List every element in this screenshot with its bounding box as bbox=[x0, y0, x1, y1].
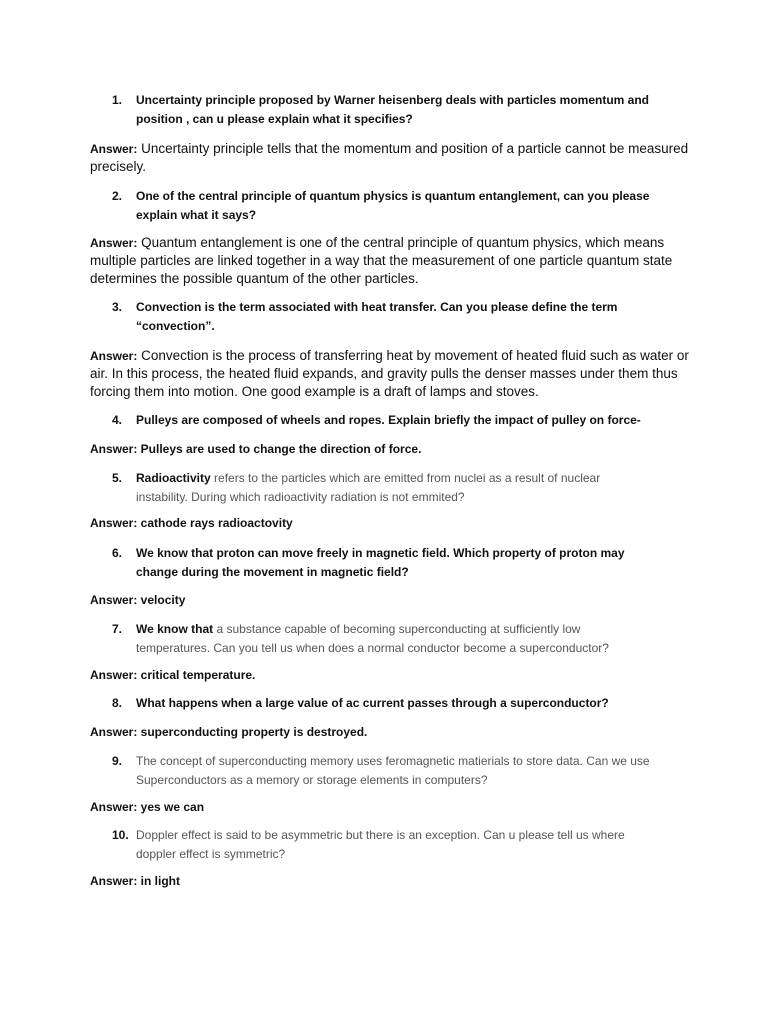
question-text: One of the central principle of quantum physics is quantum entanglement, can you please explain what it says? bbox=[136, 189, 650, 222]
question-number: 6. bbox=[112, 546, 123, 560]
question-rest: refers to the particles which are emitted from nuclei as a result of nuclear instability. During which radioactivity radiation is not emmited? bbox=[136, 471, 601, 504]
question-text: Convection is the term associated with heat transfer. Can you please define the term “convection”. bbox=[136, 300, 618, 333]
answer-8 bbox=[90, 723, 690, 741]
question-text: Uncertainty principle proposed by Warner heisenberg deals with particles momentum and position , can u please explain what it specifies? bbox=[136, 93, 649, 126]
question-5 bbox=[112, 469, 652, 507]
answer-text: Answer: critical temperature. bbox=[90, 668, 256, 682]
answer-5 bbox=[90, 514, 690, 532]
answer-text: Quantum entanglement is one of the central principle of quantum physics, which means multiple particles are linked together in a way that the measurement of one particle quantum state determines the possible quantum of the other particles. bbox=[90, 235, 673, 286]
question-2 bbox=[112, 187, 652, 225]
question-text: We know that proton can move freely in magnetic field. Which property of proton may change during the movement in magnetic field? bbox=[136, 546, 625, 579]
answer-text: Answer: Pulleys are used to change the direction of force. bbox=[90, 442, 422, 456]
question-text: The concept of superconducting memory uses feromagnetic matierials to store data. Can we use Superconductors as a memory or storage elements in computers? bbox=[136, 754, 650, 787]
question-8 bbox=[112, 694, 652, 713]
question-number: 5. bbox=[112, 471, 123, 485]
question-7 bbox=[112, 620, 652, 658]
question-text: Doppler effect is said to be asymmetric but there is an exception. Can u please tell us where doppler effect is symmetric? bbox=[136, 828, 625, 861]
answer-6 bbox=[90, 591, 690, 609]
question-4 bbox=[112, 411, 652, 430]
question-bold-lead: Radioactivity bbox=[136, 471, 211, 485]
question-1 bbox=[112, 91, 652, 129]
answer-label: Answer: bbox=[90, 349, 138, 363]
question-6 bbox=[112, 544, 652, 582]
answer-7 bbox=[90, 666, 690, 684]
answer-text: Answer: superconducting property is destroyed. bbox=[90, 725, 368, 739]
answer-3 bbox=[90, 347, 690, 401]
question-10 bbox=[112, 826, 652, 864]
question-number: 3. bbox=[112, 300, 123, 314]
answer-label: Answer: bbox=[90, 142, 138, 156]
question-number: 1. bbox=[112, 93, 123, 107]
answer-text: Uncertainty principle tells that the momentum and position of a particle cannot be measured precisely. bbox=[90, 141, 689, 174]
answer-text: Convection is the process of transferring heat by movement of heated fluid such as water or air. In this process, the heated fluid expands, and gravity pulls the denser masses under them thus forcing them into motion. One good example is a draft of lamps and stoves. bbox=[90, 348, 689, 399]
question-number: 4. bbox=[112, 413, 123, 427]
answer-text: Answer: velocity bbox=[90, 593, 186, 607]
answer-4 bbox=[90, 440, 690, 458]
answer-9 bbox=[90, 798, 690, 816]
question-bold-lead: We know that bbox=[136, 622, 214, 636]
answer-1 bbox=[90, 140, 690, 176]
question-rest: a substance capable of becoming superconducting at sufficiently low temperatures. Can you tell us when does a normal conductor become a superconductor? bbox=[136, 622, 609, 655]
answer-text: Answer: cathode rays radioactovity bbox=[90, 516, 293, 530]
question-text: What happens when a large value of ac current passes through a superconductor? bbox=[136, 696, 609, 710]
question-text: Pulleys are composed of wheels and ropes. Explain briefly the impact of pulley on force- bbox=[136, 413, 641, 427]
answer-2 bbox=[90, 234, 690, 288]
question-number: 7. bbox=[112, 622, 123, 636]
question-text bbox=[136, 620, 652, 658]
question-number: 2. bbox=[112, 189, 123, 203]
question-text bbox=[136, 469, 652, 507]
question-number: 8. bbox=[112, 696, 123, 710]
answer-text: Answer: in light bbox=[90, 874, 180, 888]
answer-text: Answer: yes we can bbox=[90, 800, 205, 814]
question-number: 9. bbox=[112, 754, 123, 768]
question-3 bbox=[112, 298, 652, 336]
answer-label: Answer: bbox=[90, 236, 138, 250]
answer-10 bbox=[90, 872, 690, 890]
question-number: 10. bbox=[112, 828, 129, 842]
question-9 bbox=[112, 752, 652, 790]
